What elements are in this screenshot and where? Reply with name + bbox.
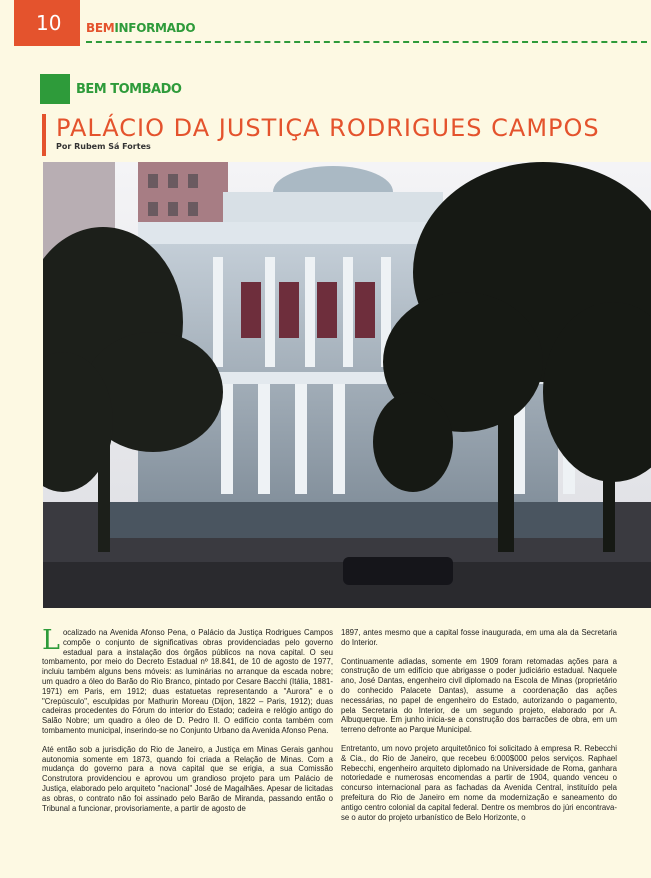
- section-label: BEM TOMBADO: [76, 82, 182, 97]
- paragraph: 1897, antes mesmo que a capital fosse inaugurada, em uma ala da Secretaria do Interior.: [341, 628, 617, 647]
- paragraph: [42, 625, 333, 736]
- article-column-left: [42, 625, 333, 822]
- article-title: PALÁCIO DA JUSTIÇA RODRIGUES CAMPOS: [56, 114, 600, 142]
- paragraph-text: ocalizado na Avenida Afonso Pena, o Palácio da Justiça Rodrigues Campos compõe o conjunto de significativas obras providenciadas pelo governo estadual para a instalação dos órgãos públicos na nova capital. O seu tombamento, por meio do Decreto Estadual nº 18.841, de 10 de agosto de 1977, incluiu também alguns bens móveis: as luminárias no arranque da escada nobre; um quadro a óleo do Barão do Rio Branco, pintado por Cesare Bacchi (Itália, 1881- 1971) em Paris, em 1912; duas estatuetas representando a "Aurora" e o "Crepúsculo", esculpidas por Mathurin Moreau (Dijon, 1822 – Paris, 1912); duas cadeiras procedentes do Fórum do interior do Estado; cadeira e relógio antigo do Salão Nobre; um quadro a óleo de D. Pedro II. O edifício conta também com tombamento municipal, inserindo-se no Conjunto Urbano da Avenida Afonso Pena.: [42, 628, 333, 735]
- paragraph: Entretanto, um novo projeto arquitetônico foi solicitado à empresa R. Rebecchi & Cia., do Rio de Janeiro, que recebeu 6:000$000 pelos serviços. Raphael Rebecchi, engenheiro arquiteto diplomado na Universidade de Roma, ganhara notoriedade e numerosas encomendas a partir de 1904, quando venceu o concurso internacional para as fachadas da Avenida Central, instituído pela prefeitura do Rio de Janeiro em nome da modernização e saneamento do antigo centro colonial da capital federal. Dentre os membros do júri encontrava-se o autor do projeto urbanístico de Belo Horizonte, o: [341, 743, 617, 822]
- running-head-part-a: BEM: [86, 21, 115, 35]
- page-number: 10: [14, 0, 80, 46]
- paragraph: Continuamente adiadas, somente em 1909 foram retomadas ações para a construção de um edifício que abrigasse o poder judiciário estadual. Naquele ano, José Dantas, engenheiro civil diplomado na Escola de Minas (proprietário do conhecido Palacete Dantas), assume a coordenação das ações necessárias, no papel de engenheiro do Estado, autorizando o pagamento, pela Secretaria do Interior, de um segundo projeto, elaborado por A. Albuquerque. Em junho inicia-se a construção dos barracões de obra, em um terreno defronte ao Parque Municipal.: [341, 656, 617, 735]
- header-dashed-rule: [86, 41, 647, 43]
- running-head: [86, 21, 195, 35]
- article-byline: Por Rubem Sá Fortes: [56, 142, 151, 151]
- title-accent-bar: [42, 114, 46, 156]
- section-color-block: [40, 74, 70, 104]
- paragraph: Até então sob a jurisdição do Rio de Janeiro, a Justiça em Minas Gerais ganhou autonomia somente em 1873, quando foi criada a Relação de Minas. Com a mudança do governo para a nova capital que se erigia, a sua Comissão Construtora providenciou e aprovou um grandioso projeto para um Palácio de Justiça, elaborado pelo arquiteto "nacional" José de Magalhães. Apesar de licitadas as obras, o contrato não foi assinado pelo Barão de Miranda, passando então o Tribunal a funcionar, provisoriamente, a partir de agosto de: [42, 744, 333, 813]
- running-head-part-b: INFORMADO: [114, 21, 196, 35]
- article-column-right: [341, 628, 617, 831]
- drop-cap: L: [42, 625, 60, 656]
- building-photo: [43, 162, 651, 608]
